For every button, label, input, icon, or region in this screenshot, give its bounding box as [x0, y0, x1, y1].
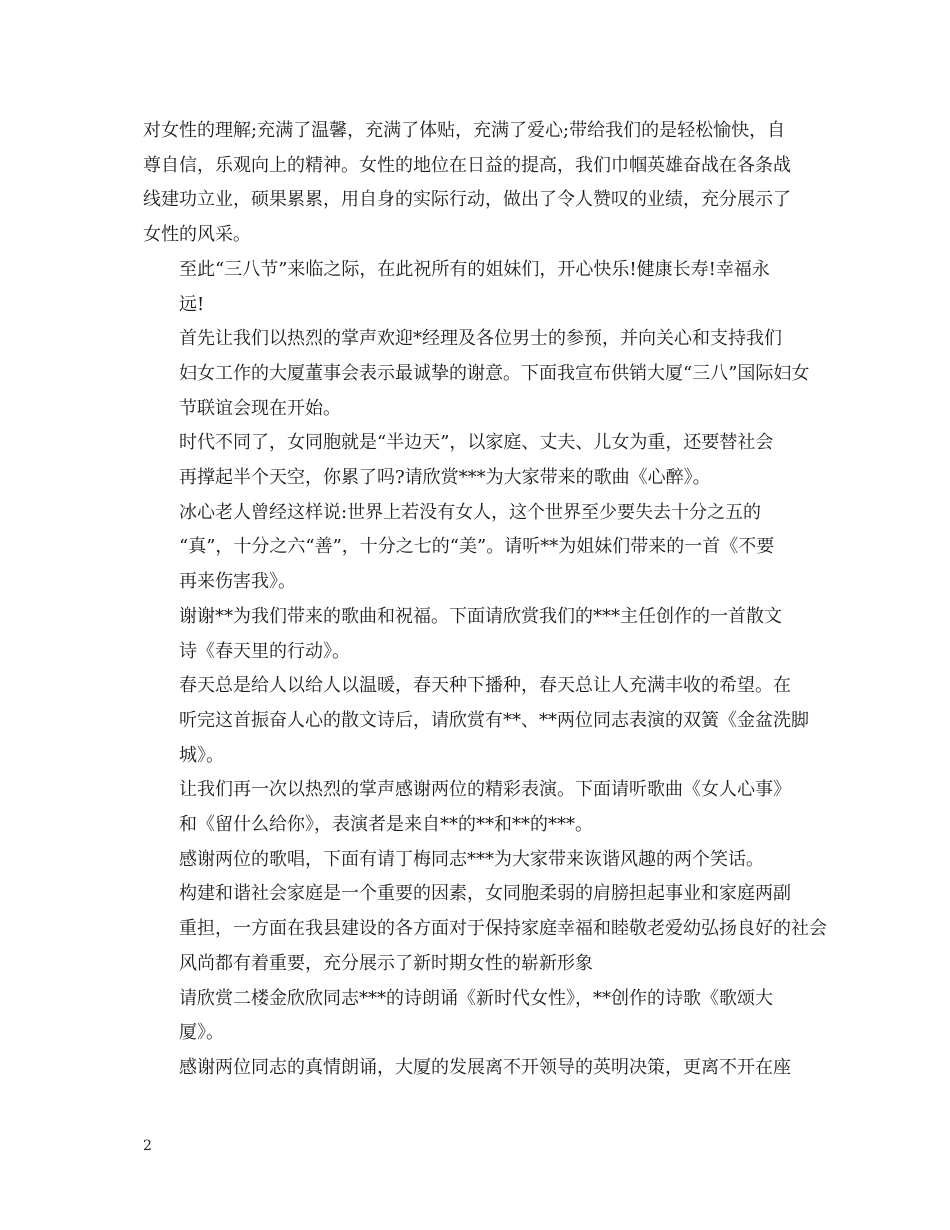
- text-line: 请欣赏二楼金欣欣同志***的诗朗诵《新时代女性》，**创作的诗歌《歌颂大: [179, 987, 773, 1009]
- text-line: 女性的风采。: [143, 224, 251, 246]
- text-line: 感谢两位的歌唱，下面有请丁梅同志***为大家带来诙谐风趣的两个笑话。: [179, 848, 764, 870]
- paragraph: [143, 1051, 828, 1086]
- document-body: [143, 114, 828, 1086]
- paragraph: [143, 600, 828, 669]
- text-line: 首先让我们以热烈的掌声欢迎*经理及各位男士的参预，并向关心和支持我们: [179, 328, 782, 350]
- page-number: 2: [143, 1138, 152, 1154]
- text-line: 远!: [179, 293, 205, 315]
- text-line: 节联谊会现在开始。: [179, 397, 341, 419]
- paragraph: [143, 114, 828, 253]
- paragraph: [143, 877, 828, 981]
- text-line: 听完这首振奋人心的散文诗后，请欣赏有**、**两位同志表演的双簧《金盆洗脚: [179, 709, 809, 731]
- text-line: 谢谢**为我们带来的歌曲和祝福。下面请欣赏我们的***主任创作的一首散文: [179, 605, 782, 627]
- text-line: 至此“三八节”来临之际，在此祝所有的姐妹们，开心快乐!健康长寿!幸福永: [179, 258, 770, 280]
- paragraph: [143, 426, 828, 495]
- text-line: 再撑起半个天空，你累了吗?请欣赏***为大家带来的歌曲《心醉》。: [179, 467, 711, 489]
- text-line: 尊自信，乐观向上的精神。女性的地位在日益的提高，我们巾帼英雄奋战在各条战: [143, 154, 791, 176]
- text-line: “真”，十分之六“善”，十分之七的“美”。请听**为姐妹们带来的一首《不要: [179, 536, 775, 558]
- paragraph: [143, 773, 828, 842]
- text-line: 让我们再一次以热烈的掌声感谢两位的精彩表演。下面请听歌曲《女人心事》: [179, 779, 791, 801]
- text-line: 厦》。: [179, 1022, 224, 1044]
- text-line: 感谢两位同志的真情朗诵，大厦的发展离不开领导的英明决策，更离不开在座: [179, 1056, 791, 1078]
- text-line: 构建和谐社会家庭是一个重要的因素，女同胞柔弱的肩膀担起事业和家庭两副: [179, 883, 791, 905]
- paragraph: [143, 322, 828, 426]
- text-line: 春天总是给人以给人以温暖，春天种下播种，春天总让人充满丰收的希望。在: [179, 675, 791, 697]
- text-line: 冰心老人曾经这样说:世界上若没有女人，这个世界至少要失去十分之五的: [179, 501, 762, 523]
- text-line: 线建功立业，硕果累累，用自身的实际行动，做出了令人赞叹的业绩，充分展示了: [143, 189, 791, 211]
- text-line: 妇女工作的大厦董事会表示最诚挚的谢意。下面我宣布供销大厦“三八”国际妇女: [179, 362, 810, 384]
- paragraph: [143, 843, 828, 878]
- text-line: 对女性的理解;充满了温馨，充满了体贴，充满了爱心;带给我们的是轻松愉快，自: [143, 120, 786, 141]
- text-line: 再来伤害我》。: [179, 571, 296, 593]
- text-line: 城》。: [179, 744, 224, 766]
- text-line: 和《留什么给你》，表演者是来自**的**和**的***。: [179, 814, 593, 836]
- text-line: 重担，一方面在我县建设的各方面对于保持家庭幸福和睦敬老爱幼弘扬良好的社会: [179, 918, 827, 940]
- paragraph: [143, 496, 828, 600]
- paragraph: [143, 982, 828, 1051]
- text-line: 风尚都有着重要，充分展示了新时期女性的崭新形象: [179, 952, 593, 974]
- text-line: 时代不同了，女同胞就是“半边天”，以家庭、丈夫、儿女为重，还要替社会: [179, 432, 774, 454]
- paragraph: [143, 253, 828, 322]
- text-line: 诗《春天里的行动》。: [179, 640, 350, 662]
- paragraph: [143, 669, 828, 773]
